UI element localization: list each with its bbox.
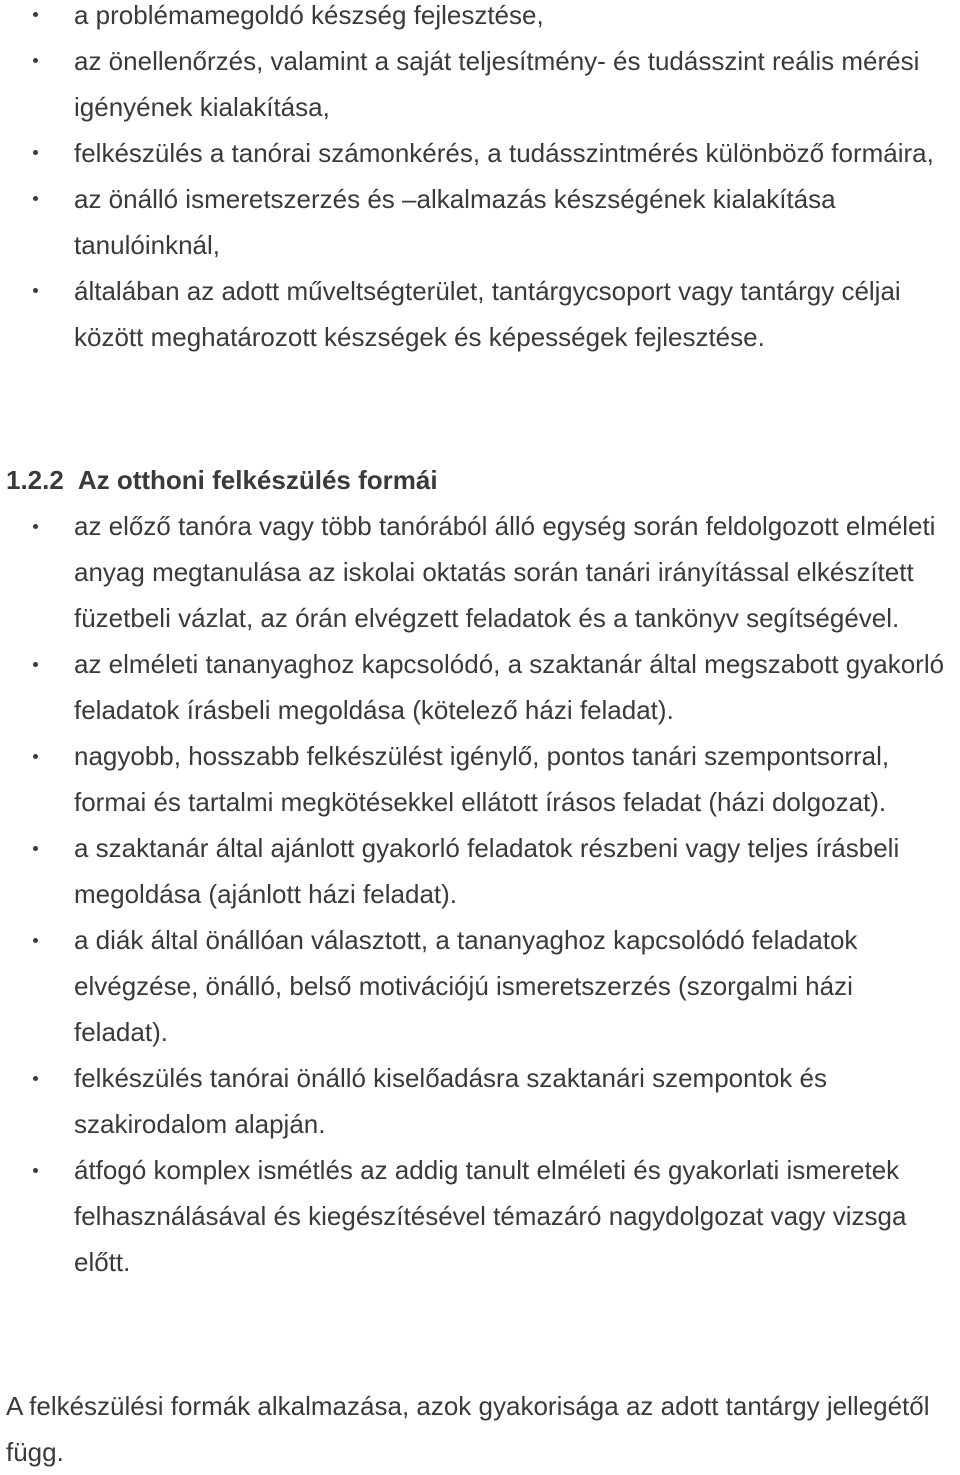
list-item <box>0 1055 960 1147</box>
list-item <box>0 38 960 130</box>
bullet-icon <box>33 150 38 155</box>
bullet-icon <box>33 524 38 529</box>
bullet-icon <box>33 58 38 63</box>
section-heading <box>6 457 438 503</box>
list-item-text: az elméleti tananyaghoz kapcsolódó, a szaktanár által megszabott gyakorló feladatok írásbeli megoldása (kötelező házi feladat). <box>74 649 945 725</box>
bullet-icon <box>33 938 38 943</box>
list-item-text: általában az adott műveltségterület, tantárgycsoport vagy tantárgy céljai között meghatározott készségek és képességek fejlesztése. <box>74 276 901 352</box>
list-item <box>0 130 960 176</box>
list-item-text: nagyobb, hosszabb felkészülést igénylő, pontos tanári szempontsorral, formai és tartalmi megkötésekkel ellátott írásos feladat (házi dolgozat). <box>74 741 890 817</box>
closing-paragraph: A felkészülési formák alkalmazása, azok gyakorisága az adott tantárgy jellegétől függ. <box>6 1391 930 1467</box>
list-item <box>0 0 960 38</box>
bullet-icon <box>33 12 38 17</box>
list-item-text: a problémamegoldó készség fejlesztése, <box>74 0 544 30</box>
section-number: 1.2.2 <box>6 465 64 495</box>
list-item-text: az előző tanóra vagy több tanórából álló egység során feldolgozott elméleti anyag megtanulása az iskolai oktatás során tanári irányítással elkészített füzetbeli vázlat, az órán elvégzett feladatok és a tankönyv segítségével. <box>74 511 936 633</box>
bullet-icon <box>33 754 38 759</box>
goals-list <box>0 0 960 360</box>
list-item <box>0 825 960 917</box>
list-item-text: az önálló ismeretszerzés és –alkalmazás készségének kialakítása tanulóinknál, <box>74 184 836 260</box>
list-item <box>0 733 960 825</box>
list-item-text: a szaktanár által ajánlott gyakorló feladatok részbeni vagy teljes írásbeli megoldása (ajánlott házi feladat). <box>74 833 900 909</box>
bullet-icon <box>33 196 38 201</box>
list-item-text: átfogó komplex ismétlés az addig tanult elméleti és gyakorlati ismeretek felhasználásával és kiegészítésével témazáró nagydolgozat vagy vizsga előtt. <box>74 1155 907 1277</box>
home-preparation-forms-list <box>0 503 960 1285</box>
list-item <box>0 268 960 360</box>
bullet-icon <box>33 1168 38 1173</box>
list-item <box>0 641 960 733</box>
list-item-text: felkészülés tanórai önálló kiselőadásra szaktanári szempontok és szakirodalom alapján. <box>74 1063 827 1139</box>
list-item <box>0 176 960 268</box>
bullet-icon <box>33 662 38 667</box>
list-item-text: a diák által önállóan választott, a tananyaghoz kapcsolódó feladatok elvégzése, önálló, belső motivációjú ismeretszerzés (szorgalmi házi feladat). <box>74 925 858 1047</box>
list-item-text: az önellenőrzés, valamint a saját teljesítmény- és tudásszint reális mérési igényének kialakítása, <box>74 46 920 122</box>
list-item <box>0 917 960 1055</box>
list-item <box>0 1147 960 1285</box>
list-item <box>0 503 960 641</box>
bullet-icon <box>33 1076 38 1081</box>
list-item-text: felkészülés a tanórai számonkérés, a tudásszintmérés különböző formáira, <box>74 138 934 168</box>
section-title: Az otthoni felkészülés formái <box>77 465 438 495</box>
bullet-icon <box>33 288 38 293</box>
bullet-icon <box>33 846 38 851</box>
